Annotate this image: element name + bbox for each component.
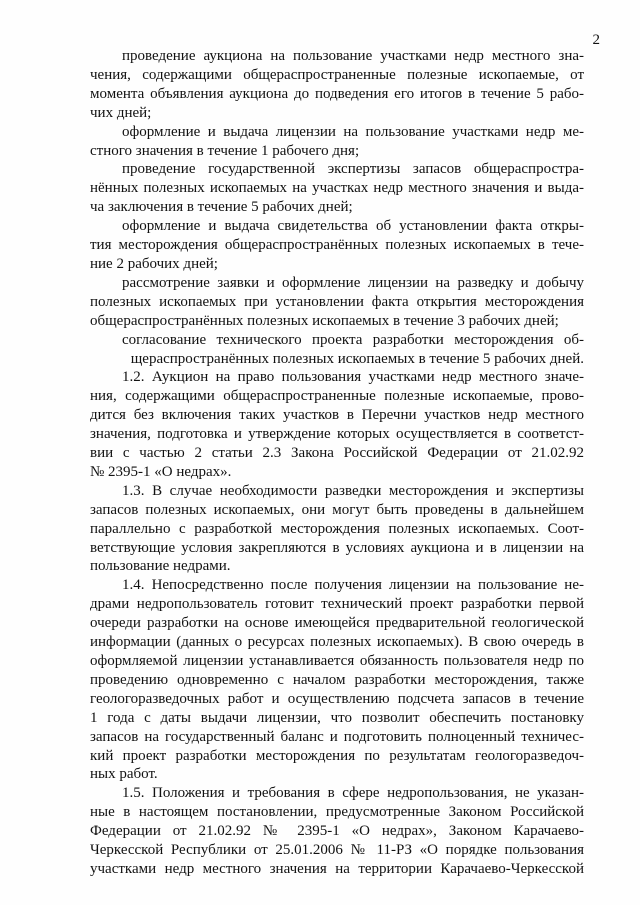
- text-line: стного значения в течение 1 рабочего дня;: [90, 142, 360, 159]
- document-body: [90, 47, 584, 879]
- paragraph-state-expertise: [90, 160, 584, 217]
- text-line: запасов на государственный баланс и подготовить полноценный техничес-: [90, 728, 584, 745]
- text-line: чения, содержащими общераспространенные полезные ископаемые, от: [90, 66, 584, 83]
- paragraph-application-review: [90, 274, 584, 331]
- text-line: нённых полезных ископаемых на участках недр местного значения и выда-: [90, 180, 584, 197]
- paragraph-1-3: [90, 482, 584, 577]
- text-line: 1 года с даты выдачи лицензии, что позволит обеспечить постановку: [90, 709, 584, 726]
- text-line: пользование недрами.: [90, 558, 231, 575]
- paragraph-1-5: [90, 784, 584, 879]
- text-line: 1.2. Аукцион на право пользования участками недр местного значе-: [122, 369, 584, 386]
- paragraph-1-2: [90, 368, 584, 481]
- text-line: проведение государственной экспертизы запасов общераспростра-: [122, 161, 584, 178]
- text-line: оформляемой лицензии устанавливается обязанность пользователя недр по: [90, 653, 584, 669]
- text-line: вии с частью 2 статьи 2.3 Закона Российской Федерации от 21.02.92: [90, 445, 584, 462]
- text-line: Черкесской Республики от 25.01.2006 № 11-РЗ «О порядке пользования: [90, 842, 584, 859]
- text-line: чих дней;: [90, 104, 152, 121]
- text-line: дится без включения таких участков в Перечни участков недр местного: [90, 407, 584, 424]
- text-line: щераспространённых полезных ископаемых в течение 5 рабочих дней.: [130, 350, 584, 367]
- text-line: ные в настоящем постановлении, предусмотренные Законом Российской: [90, 804, 584, 821]
- text-line: драми недропользователь готовит технический проект разработки первой: [90, 596, 584, 613]
- text-line: параллельно с разработкой месторождения полезных ископаемых. Соот-: [90, 520, 584, 537]
- text-line: оформление и выдача свидетельства об установлении факта откры-: [122, 218, 584, 235]
- text-line: ча заключения в течение 5 рабочих дней;: [90, 199, 353, 216]
- text-line: 1.4. Непосредственно после получения лицензии на пользование не-: [122, 577, 584, 594]
- text-line: 1.5. Положения и требования в сфере недропользования, не указан-: [122, 785, 584, 802]
- text-line: 1.3. В случае необходимости разведки месторождения и экспертизы: [122, 482, 584, 499]
- text-line: кий проект разработки месторождения по результатам геологоразведоч-: [90, 747, 584, 764]
- text-line: ных работ.: [90, 766, 158, 783]
- text-line: значения, подготовка и утверждение которых осуществляется в соответст-: [90, 426, 584, 443]
- text-line: тия месторождения общераспространённых полезных ископаемых в тече-: [90, 237, 584, 254]
- paragraph-license-issue: [90, 123, 584, 161]
- text-line: информации (данных о ресурсах полезных ископаемых). В свою очередь в: [90, 634, 584, 651]
- text-line: рассмотрение заявки и оформление лицензии на разведку и добычу: [122, 274, 584, 291]
- text-line: согласование технического проекта разработки месторождения об-: [122, 331, 584, 348]
- text-line: № 2395-1 «О недрах».: [90, 463, 232, 480]
- paragraph-1-4: [90, 576, 584, 784]
- text-line: запасов полезных ископаемых, они могут быть проведены в дальнейшем: [90, 501, 584, 518]
- paragraph-project-approval: [90, 331, 584, 369]
- text-line: участками недр местного значения на территории Карачаево-Черкесской: [90, 860, 584, 877]
- text-line: момента объявления аукциона до подведения его итогов в течение 5 рабо-: [90, 85, 584, 102]
- text-line: очереди разработки на основе имеющейся предварительной геологической: [90, 615, 584, 632]
- page-number: 2: [592, 32, 600, 48]
- text-line: Федерации от 21.02.92 № 2395-1 «О недрах», Законом Карачаево-: [90, 823, 584, 840]
- text-line: проведение аукциона на пользование участками недр местного зна-: [122, 48, 584, 64]
- text-line: оформление и выдача лицензии на пользование участками недр ме-: [122, 123, 584, 140]
- paragraph-auction-term: [90, 47, 584, 123]
- text-line: ние 2 рабочих дней;: [90, 255, 218, 272]
- text-line: ветствующие условия закрепляются в условиях аукциона и в лицензии на: [90, 539, 584, 556]
- text-line: проведению одновременно с началом разработки месторождения, также: [90, 671, 584, 688]
- text-line: геологоразведочных работ и осуществлению подсчета запасов в течение: [90, 690, 584, 707]
- text-line: ния, содержащими общераспространенные полезные ископаемые, прово-: [90, 388, 584, 405]
- text-line: полезных ископаемых при установлении факта открытия месторождения: [90, 293, 584, 310]
- text-line: общераспространённых полезных ископаемых в течение 3 рабочих дней;: [90, 312, 559, 329]
- paragraph-discovery-certificate: [90, 217, 584, 274]
